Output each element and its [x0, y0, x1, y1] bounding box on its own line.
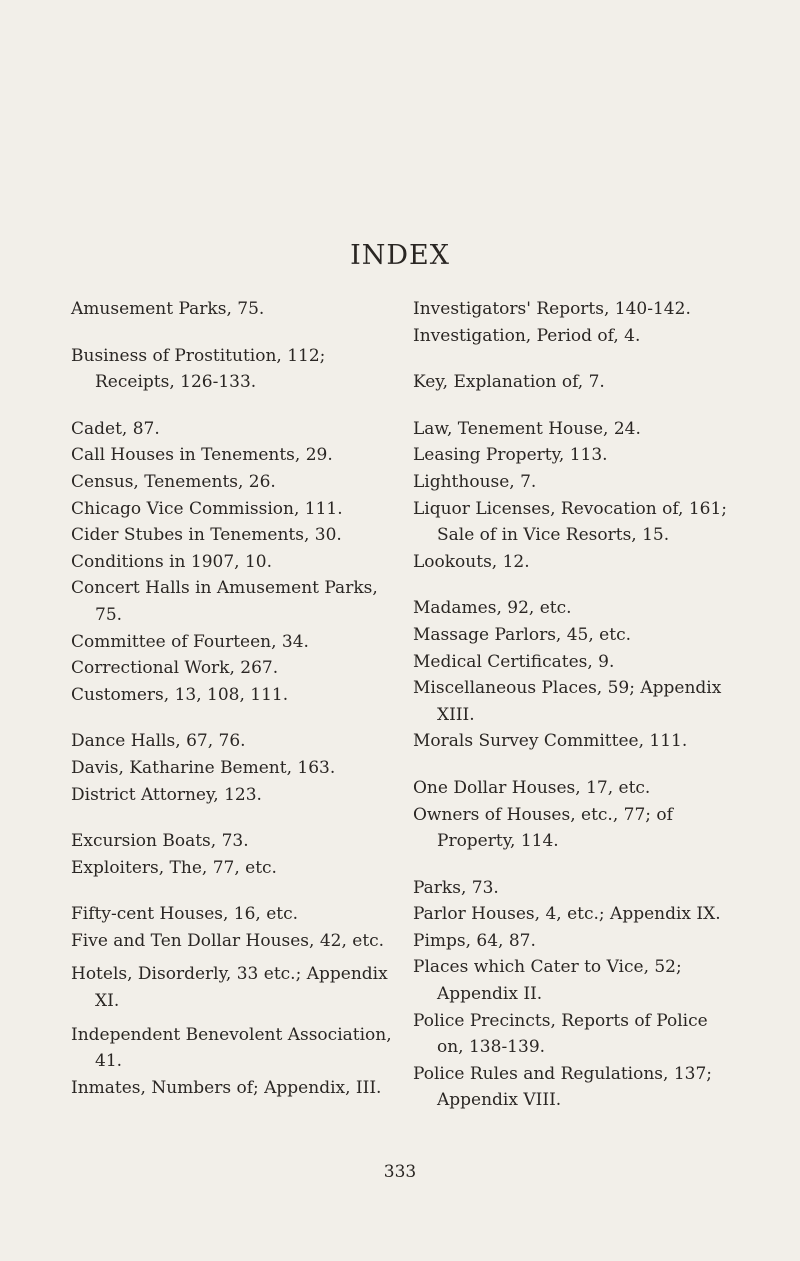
index-entry: Correctional Work, 267.	[71, 658, 279, 679]
index-entry: Inmates, Numbers of; Appendix, III.	[71, 1077, 382, 1098]
index-entry: Concert Halls in Amusement Parks, 75.	[71, 578, 378, 625]
index-entry: Investigation, Period of, 4.	[413, 325, 641, 346]
index-entry: Business of Prostitution, 112; Receipts, 126-133.	[71, 345, 326, 393]
index-entry: Customers, 13, 108, 111.	[71, 684, 289, 705]
index-entry: Medical Certificates, 9.	[413, 651, 615, 672]
index-entry: Chicago Vice Commission, 111.	[71, 498, 343, 519]
index-entry: Conditions in 1907, 10.	[71, 551, 272, 572]
index-entry: Five and Ten Dollar Houses, 42, etc.	[71, 930, 385, 951]
index-entry: Parlor Houses, 4, etc.; Appendix IX.	[413, 904, 721, 925]
index-entry: One Dollar Houses, 17, etc.	[413, 777, 651, 798]
index-entry: Places which Cater to Vice, 52; Appendix II.	[413, 957, 682, 1005]
index-entry: Liquor Licenses, Revocation of, 161; Sale of in Vice Resorts, 15.	[413, 498, 728, 546]
index-entry: Massage Parlors, 45, etc.	[413, 624, 631, 645]
index-entry: Leasing Property, 113.	[413, 445, 608, 466]
index-entry: Cider Stubes in Tenements, 30.	[71, 525, 342, 546]
index-entry: Committee of Fourteen, 34.	[71, 631, 309, 652]
index-entry: Police Precincts, Reports of Police on, 138-139.	[413, 1010, 708, 1058]
index-entry: Amusement Parks, 75.	[71, 299, 265, 319]
index-entry: Independent Benevolent Association, 41.	[71, 1024, 392, 1072]
index-entry: Morals Survey Committee, 111.	[413, 731, 688, 752]
index-entry: Hotels, Disorderly, 33 etc.; Appendix XI.	[71, 964, 388, 1012]
index-entry: Miscellaneous Places, 59; Appendix XIII.	[413, 678, 722, 725]
index-entry: Parks, 73.	[413, 877, 499, 898]
index-entry: Pimps, 64, 87.	[413, 930, 536, 951]
index-entry: Fifty-cent Houses, 16, etc.	[71, 904, 299, 925]
index-entry: Investigators' Reports, 140-142.	[413, 299, 691, 319]
index-entry: Owners of Houses, etc., 77; of Property, 114.	[413, 804, 673, 852]
index-entry: Police Rules and Regulations, 137; Appendix VIII.	[413, 1063, 713, 1111]
page-title: INDEX	[350, 240, 450, 271]
index-entry: Madames, 92, etc.	[413, 598, 572, 619]
index-entry: Key, Explanation of, 7.	[413, 372, 605, 393]
index-column-left	[71, 296, 397, 1101]
index-entry: Census, Tenements, 26.	[71, 471, 276, 492]
index-entry: Dance Halls, 67, 76.	[71, 731, 246, 752]
index-entry: Law, Tenement House, 24.	[413, 418, 641, 439]
index-entry: District Attorney, 123.	[71, 784, 262, 805]
index-entry: Lookouts, 12.	[413, 551, 530, 572]
index-column-right	[413, 296, 739, 1114]
index-entry: Exploiters, The, 77, etc.	[71, 857, 277, 878]
index-entry: Excursion Boats, 73.	[71, 831, 249, 852]
index-entry: Call Houses in Tenements, 29.	[71, 445, 333, 466]
page-number: 333	[383, 1162, 417, 1182]
index-entry: Cadet, 87.	[71, 418, 160, 439]
index-entry: Davis, Katharine Bement, 163.	[71, 757, 336, 778]
index-entry: Lighthouse, 7.	[413, 471, 537, 492]
